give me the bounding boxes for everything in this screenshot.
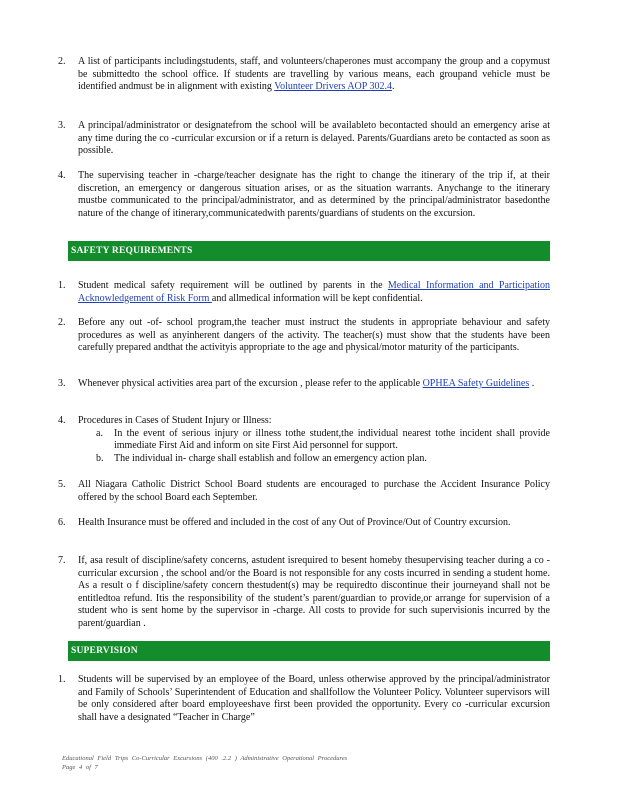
list-item: [58, 120, 550, 158]
list-item: [58, 555, 550, 631]
text-run: Procedures in Cases of Student Injury or Illness:: [78, 415, 272, 426]
text-run: and allmedical information will be kept confidential.: [211, 292, 423, 304]
sub-list-letter: b.: [96, 452, 104, 464]
list-item: [58, 317, 550, 355]
list-item-number: 4.: [58, 415, 66, 426]
sub-list-text: The individual in- charge shall establish and follow an emergency action plan.: [114, 452, 427, 464]
list-item: [58, 280, 550, 305]
list-item-text: [78, 170, 550, 220]
footer-page-number: Page 4 of 7: [62, 764, 98, 771]
list-item-text: [78, 378, 550, 391]
list-item: [58, 517, 550, 530]
list-item-number: 2.: [58, 317, 66, 328]
sub-list-letter: a.: [96, 427, 103, 439]
text-run: .: [391, 81, 395, 93]
list-item: [58, 415, 550, 465]
text-run: The supervising teacher in -charge/teacher designate has the right to change the itinerary of the trip if, at their discretion, an emergency or dangerous situation arises, or as the situation warrants. Anychange to the itinerary mustbe communicated to the principal/administrator, and as determined by the principal/administrator basedonthe nature of the change of itinerary,communicatedwith parents/guardians of students on the excursion.: [78, 170, 550, 219]
text-run: A list of participants includingstudents, staff, and volunteers/chaperones must accompany the group and a copymust be submittedto the school office. If students are travelling by various means, each groupand vehicle must be identified andmust be in alignment with existing: [78, 56, 550, 93]
list-item-text: [78, 479, 550, 504]
text-run: Health Insurance must be offered and included in the cost of any Out of Province/Out of Country excursion.: [78, 517, 511, 528]
list-item-text: [78, 415, 550, 428]
list-item-number: 1.: [58, 674, 66, 685]
list-item-number: 5.: [58, 479, 66, 490]
text-run: Before any out -of- school program,the teacher must instruct the students in appropriate behaviour and safety procedures as well as anyinherent dangers of the activity. The teacher(s) must show that the students have been carefully prepared andthat the activityis appropriate to the age and physical/motor maturity of the participants.: [78, 317, 550, 354]
footer-policy-title: Educational Field Trips Co-Curricular Excursions (400 .2.2 ) Administrative Operational Procedures: [62, 755, 348, 762]
list-item-number: 4.: [58, 170, 66, 181]
text-run: .: [529, 378, 535, 389]
document-link[interactable]: OPHEA Safety Guidelines: [422, 378, 530, 389]
list-item-text: [78, 674, 550, 724]
section-header-safety-requirements: [68, 241, 550, 261]
list-item: [58, 378, 550, 391]
list-item-text: [78, 517, 550, 530]
list-item-number: 1.: [58, 280, 66, 291]
text-run: If, asa result of discipline/safety concerns, astudent isrequired to besent homeby thesupervising teacher during a co -curricular excursion , the school and/or the Board is not responsible for any costs incurred in sending a student home. As a result o f discipline/safety concern thestudent(s) may be requiredto discontinue their journeyand shall not be entitledtoa refund. Itis the responsibility of the student’s parent/guardian to provide,or arrange for supervision of a student who is sent home by the supervisor in -charge. All costs to provide for such supervisionis incurred by the parent/guardian .: [78, 555, 550, 629]
document-link[interactable]: Medical Information and Participation Acknowledgement of Risk Form: [78, 280, 550, 304]
document-link[interactable]: Volunteer Drivers AOP 302.4: [274, 81, 392, 93]
list-item: [58, 674, 550, 724]
text-run: Students will be supervised by an employee of the Board, unless otherwise approved by the principal/administrator and Family of Schools’ Superintendent of Education and shallfollow the Volunteer Policy. Volunteer supervisors will be only considered after board employeeshave first been provided the opportunity. Every co -curricular excursion shall have a designated “Teacher in Charge”: [78, 674, 550, 723]
sub-list-item: [78, 453, 550, 466]
section-title: SAFETY REQUIREMENTS: [71, 246, 193, 256]
list-item-text: [78, 280, 550, 305]
text-run: A principal/administrator or designatefrom the school will be availableto becontacted should an emergency arise at any time during the co -curricular excursion or if a return is delayed. Parents/Guardians areto be contacted as soon as possible.: [78, 120, 550, 157]
sub-list-item: [78, 428, 550, 453]
page-footer: [62, 754, 562, 772]
list-item-text: [78, 120, 550, 158]
list-item-number: 2.: [58, 56, 66, 67]
list-item-number: 7.: [58, 555, 66, 566]
list-item: [58, 56, 550, 94]
list-item-number: 6.: [58, 517, 66, 528]
section-header-supervision: [68, 641, 550, 661]
sub-list-text: In the event of serious injury or illness tothe student,the individual nearest tothe incident shall provide immediate First Aid and inform on site First Aid personnel for support.: [114, 427, 550, 452]
list-item-text: [78, 56, 550, 94]
text-run: Student medical safety requirement will be outlined by parents in the: [78, 280, 388, 291]
section-title: SUPERVISION: [71, 646, 138, 656]
list-item-text: [78, 555, 550, 631]
text-run: Whenever physical activities area part of the excursion , please refer to the applicable: [78, 378, 423, 389]
list-item-number: 3.: [58, 378, 66, 389]
list-item-number: 3.: [58, 120, 66, 131]
list-item: [58, 479, 550, 504]
text-run: All Niagara Catholic District School Board students are encouraged to purchase the Accident Insurance Policy offered by the school Board each September.: [78, 479, 550, 503]
list-item: [58, 170, 550, 220]
list-item-text: [78, 317, 550, 355]
